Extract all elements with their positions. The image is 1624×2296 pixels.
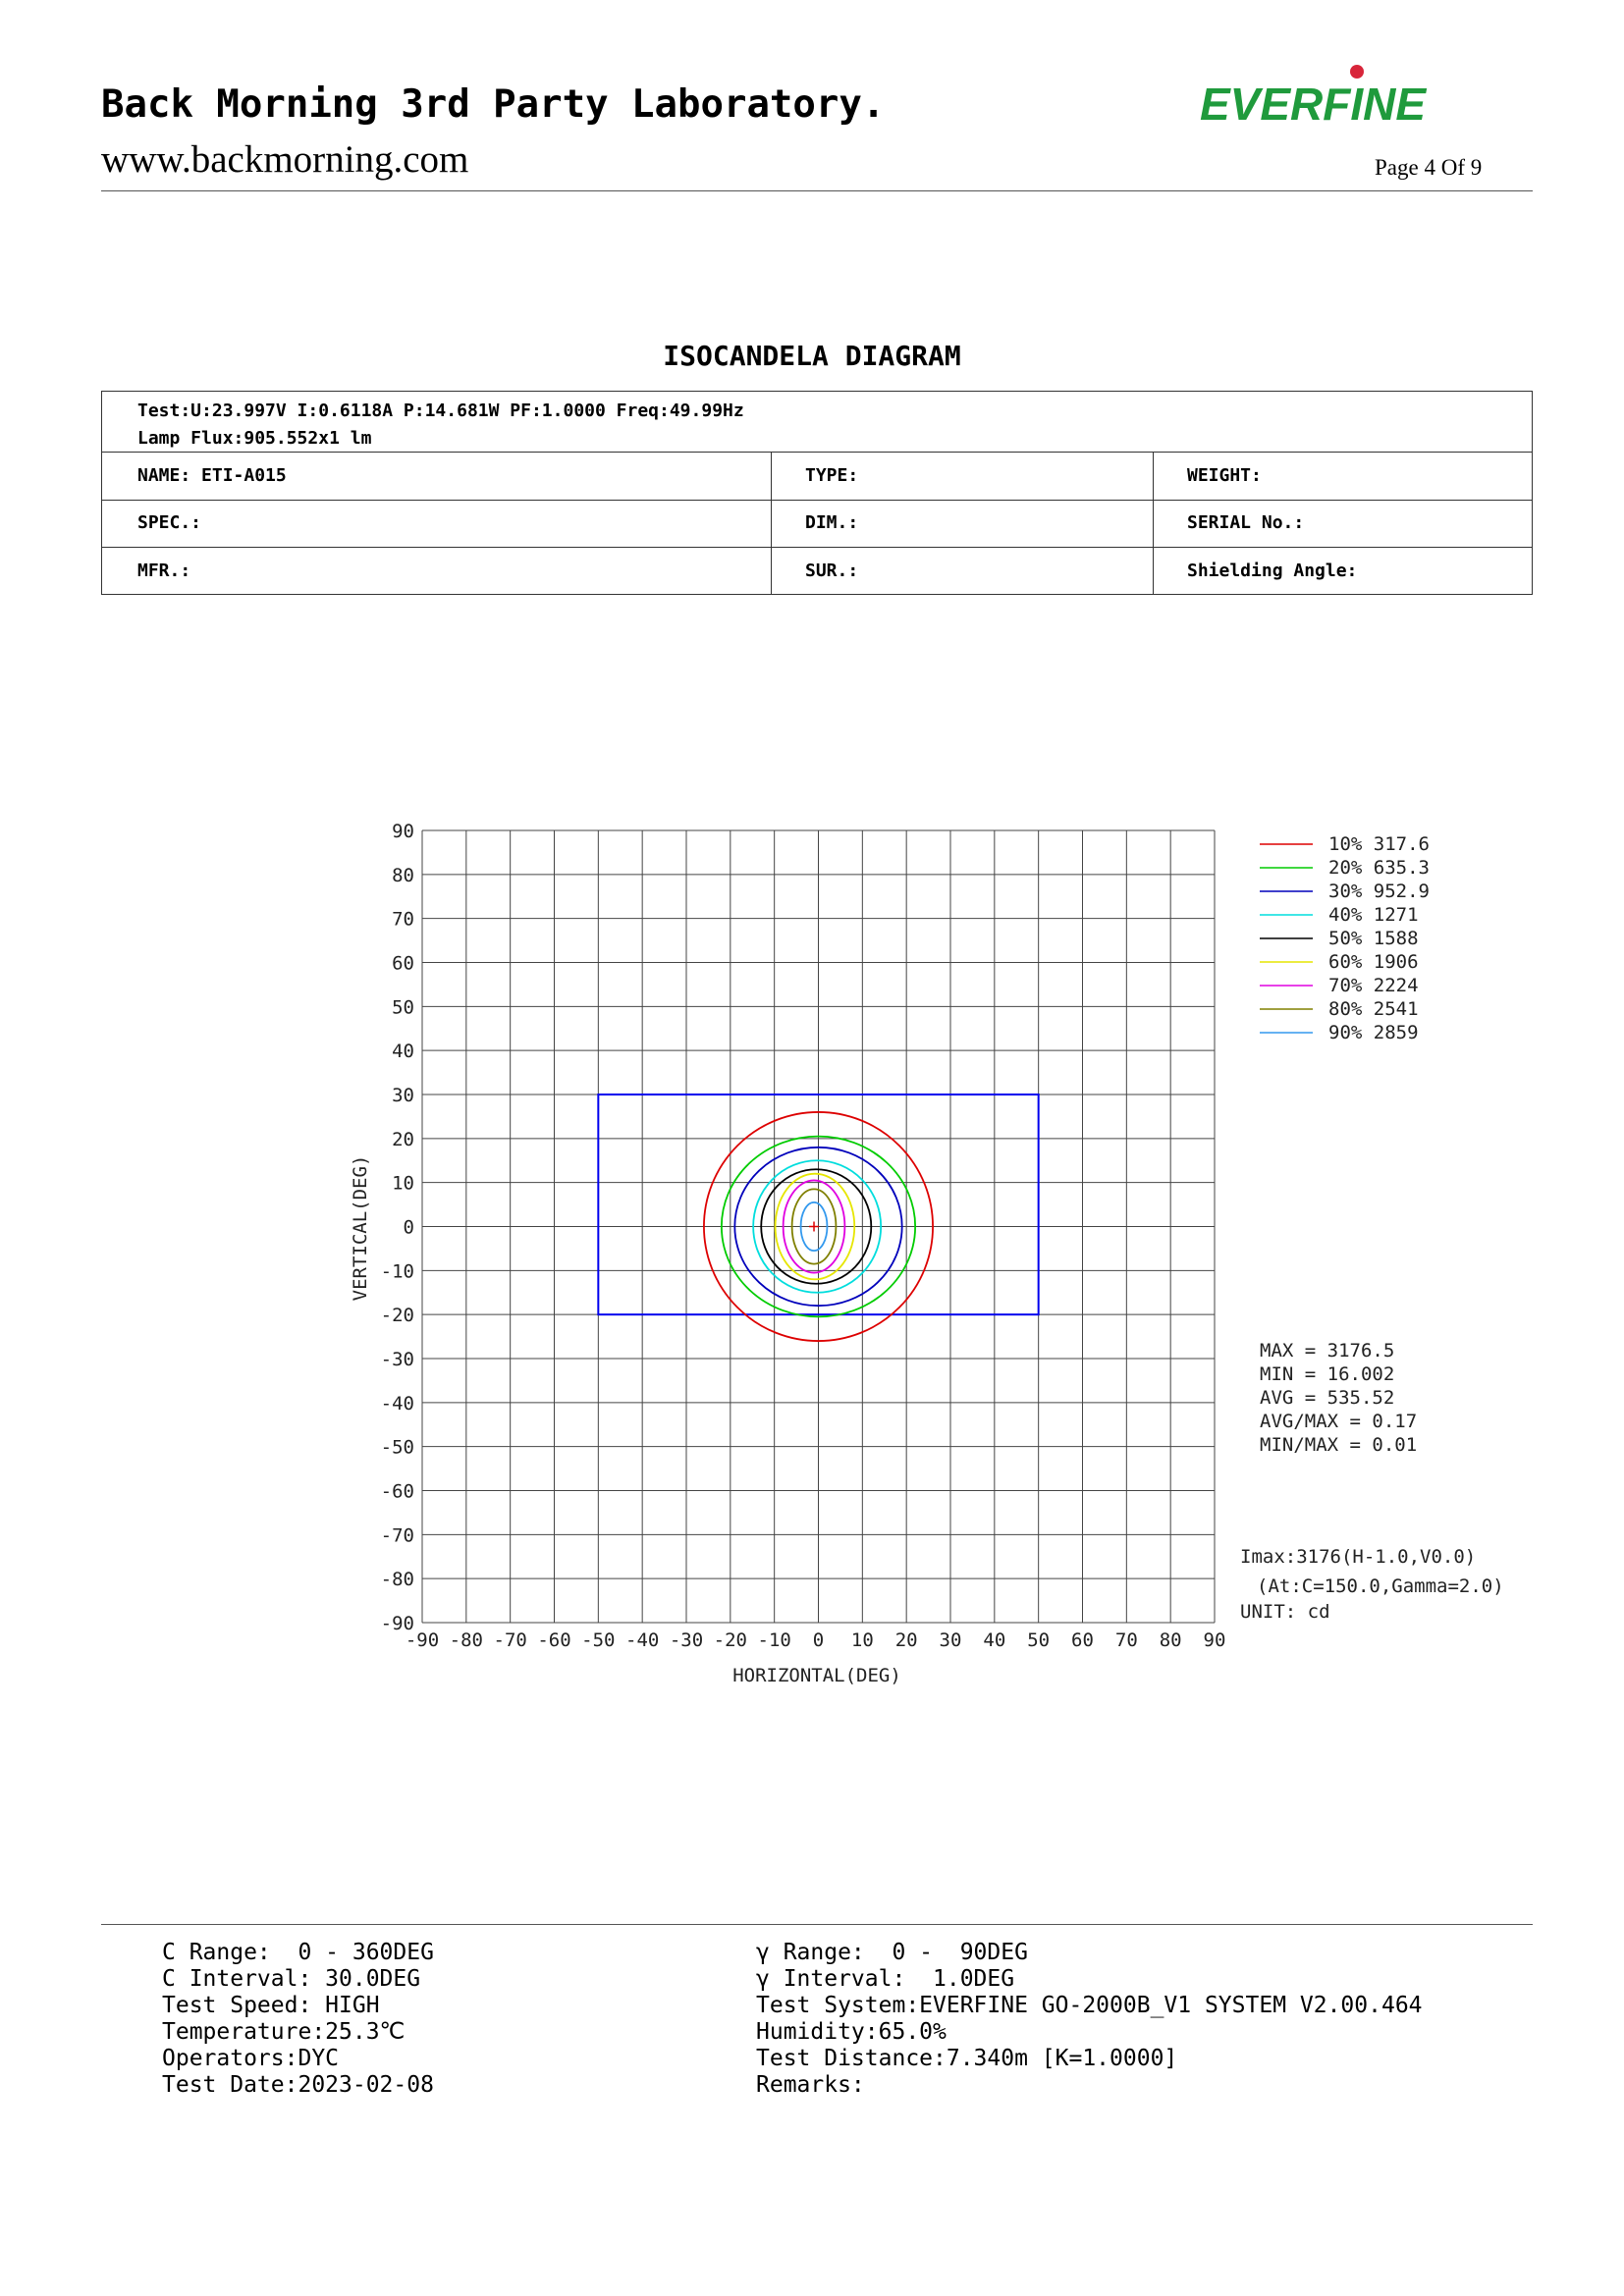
x-tick-label: -30: [669, 1629, 704, 1651]
type-field: TYPE:: [805, 465, 859, 486]
footer-line: Test Date:2023-02-08: [162, 2072, 434, 2098]
imax-line: Imax:3176(H-1.0,V0.0): [1240, 1546, 1477, 1568]
spec-field: SPEC.:: [137, 512, 202, 533]
name-field: NAME: ETI-A015: [137, 465, 287, 486]
y-tick-label: -30: [380, 1349, 414, 1370]
stat-line: MAX = 3176.5: [1260, 1340, 1395, 1362]
y-tick-label: -90: [380, 1613, 414, 1634]
shielding-field: Shielding Angle:: [1187, 561, 1358, 581]
lab-website: www.backmorning.com: [101, 138, 469, 181]
y-tick-label: 80: [392, 864, 414, 886]
lamp-flux: Lamp Flux:905.552x1 lm: [137, 428, 372, 449]
imax-line: UNIT: cd: [1240, 1601, 1330, 1623]
logo-dot: [1350, 65, 1364, 79]
stat-line: MIN = 16.002: [1260, 1363, 1395, 1385]
footer-line: C Range: 0 - 360DEG: [162, 1940, 434, 1965]
x-tick-label: -70: [493, 1629, 527, 1651]
y-tick-label: 20: [392, 1128, 414, 1150]
legend-entry: 10% 317.6: [1328, 833, 1430, 855]
y-tick-label: -80: [380, 1569, 414, 1591]
y-tick-label: 0: [403, 1216, 414, 1239]
x-tick-label: 40: [983, 1629, 1006, 1651]
imax-info: [1240, 1546, 1504, 1623]
x-tick-label: 50: [1027, 1629, 1051, 1651]
footer-line: Temperature:25.3℃: [162, 2019, 406, 2045]
y-tick-label: -50: [380, 1436, 414, 1459]
legend-entry: 40% 1271: [1328, 904, 1419, 926]
footer-line: Remarks:: [756, 2072, 865, 2098]
sur-field: SUR.:: [805, 561, 859, 581]
chart-legend: [1260, 833, 1430, 1043]
x-tick-label: 10: [850, 1629, 874, 1651]
x-tick-label: 90: [1203, 1629, 1226, 1651]
table-divider: [102, 500, 1532, 501]
x-tick-label: 0: [812, 1629, 825, 1651]
footer-line: Operators:DYC: [162, 2046, 340, 2071]
table-divider: [1153, 452, 1154, 594]
y-tick-label: 90: [392, 821, 414, 842]
document-title: ISOCANDELA DIAGRAM: [663, 340, 961, 372]
legend-entry: 80% 2541: [1328, 998, 1419, 1020]
y-tick-label: 70: [392, 908, 414, 931]
chart-stats: [1260, 1340, 1417, 1456]
footer-line: Test Speed: HIGH: [162, 1993, 380, 2018]
weight-field: WEIGHT:: [1187, 465, 1262, 486]
legend-entry: 30% 952.9: [1328, 881, 1430, 902]
footer-line: Humidity:65.0%: [756, 2019, 947, 2045]
dim-field: DIM.:: [805, 512, 859, 533]
info-table: [101, 391, 1533, 595]
legend-entry: 70% 2224: [1328, 975, 1419, 996]
stat-line: AVG/MAX = 0.17: [1260, 1411, 1418, 1432]
footer-line: γ Range: 0 - 90DEG: [756, 1940, 1028, 1965]
table-divider: [102, 452, 1532, 453]
footer-line: Test System:EVERFINE GO-2000B_V1 SYSTEM V2.00.464: [756, 1993, 1423, 2018]
footer-line: C Interval: 30.0DEG: [162, 1966, 421, 1992]
legend-entry: 50% 1588: [1328, 928, 1419, 949]
x-tick-label: 60: [1071, 1629, 1094, 1651]
logo-text: EVERFINE: [1200, 79, 1427, 130]
y-tick-label: -10: [380, 1260, 414, 1283]
y-tick-label: -60: [380, 1480, 414, 1503]
stat-line: MIN/MAX = 0.01: [1260, 1434, 1418, 1456]
legend-entry: 90% 2859: [1328, 1022, 1419, 1043]
mfr-field: MFR.:: [137, 561, 191, 581]
header-divider: [101, 190, 1533, 191]
x-tick-label: 30: [939, 1629, 962, 1651]
legend-entry: 60% 1906: [1328, 951, 1419, 973]
y-tick-label: -20: [380, 1305, 414, 1327]
axis-ticks: [381, 821, 1226, 1651]
y-tick-label: 40: [392, 1041, 414, 1063]
footer-line: Test Distance:7.340m [K=1.0000]: [756, 2046, 1178, 2071]
y-tick-label: 50: [392, 996, 414, 1019]
x-tick-label: -50: [581, 1629, 616, 1651]
x-tick-label: 80: [1159, 1629, 1182, 1651]
table-divider: [771, 452, 772, 594]
stat-line: AVG = 535.52: [1260, 1387, 1395, 1409]
x-tick-label: -60: [537, 1629, 571, 1651]
footer-line: γ Interval: 1.0DEG: [756, 1966, 1015, 1992]
x-tick-label: -20: [713, 1629, 747, 1651]
page-number: Page 4 Of 9: [1375, 155, 1483, 180]
y-tick-label: -40: [380, 1392, 414, 1415]
x-axis-label: HORIZONTAL(DEG): [732, 1665, 901, 1686]
everfine-logo: [1188, 59, 1434, 137]
imax-line: (At:C=150.0,Gamma=2.0): [1257, 1575, 1504, 1597]
x-tick-label: -10: [757, 1629, 791, 1651]
footer-divider: [101, 1924, 1533, 1925]
test-line: Test:U:23.997V I:0.6118A P:14.681W PF:1.0000 Freq:49.99Hz: [137, 400, 744, 421]
x-tick-label: -80: [449, 1629, 483, 1651]
y-axis-label: VERTICAL(DEG): [350, 1154, 371, 1302]
x-tick-label: 20: [894, 1629, 918, 1651]
x-tick-label: -40: [625, 1629, 660, 1651]
serial-field: SERIAL No.:: [1187, 512, 1305, 533]
y-tick-label: 30: [392, 1085, 414, 1106]
x-tick-label: 70: [1114, 1629, 1138, 1651]
y-tick-label: -70: [380, 1524, 414, 1547]
table-divider: [102, 547, 1532, 548]
legend-entry: 20% 635.3: [1328, 857, 1430, 879]
x-tick-label: -90: [405, 1629, 440, 1651]
lab-name: Back Morning 3rd Party Laboratory.: [101, 82, 886, 127]
y-tick-label: 60: [392, 952, 414, 975]
y-tick-label: 10: [392, 1172, 414, 1195]
